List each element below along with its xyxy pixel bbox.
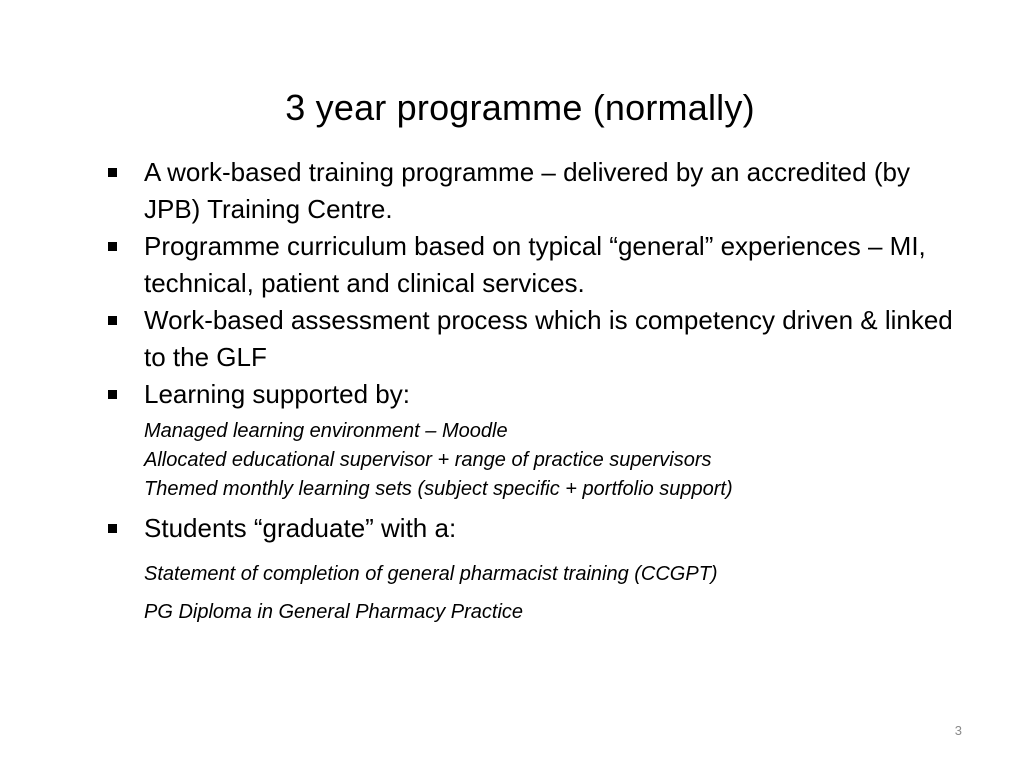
sub-item: Allocated educational supervisor + range of practice supervisors	[144, 449, 712, 471]
graduation-awards-list	[104, 555, 954, 631]
square-bullet-icon	[108, 390, 117, 399]
slide-title: 3 year programme (normally)	[285, 87, 755, 128]
page-number: 3	[954, 723, 962, 738]
sub-item: Statement of completion of general pharmacist training (CCGPT)	[144, 563, 718, 585]
square-bullet-icon	[108, 316, 117, 325]
bullet-text: Programme curriculum based on typical “general” experiences – MI, technical, patient and clinical services.	[144, 231, 926, 298]
bullet-item	[104, 376, 954, 413]
sub-item: PG Diploma in General Pharmacy Practice	[144, 601, 524, 623]
slide-content	[104, 154, 954, 637]
bullet-item	[104, 154, 954, 228]
learning-support-list	[104, 417, 954, 504]
square-bullet-icon	[108, 524, 117, 533]
sub-item: Themed monthly learning sets (subject specific + portfolio support)	[144, 478, 733, 500]
bullet-item	[104, 510, 954, 547]
bullet-text: Work-based assessment process which is competency driven & linked to the GLF	[144, 305, 953, 372]
sub-item: Managed learning environment – Moodle	[144, 420, 508, 442]
bullet-text: A work-based training programme – delivered by an accredited (by JPB) Training Centre.	[144, 157, 910, 224]
square-bullet-icon	[108, 168, 117, 177]
bullet-text: Learning supported by:	[144, 379, 410, 409]
bullet-item	[104, 228, 954, 302]
square-bullet-icon	[108, 242, 117, 251]
bullet-text: Students “graduate” with a:	[144, 513, 457, 543]
bullet-item	[104, 302, 954, 376]
